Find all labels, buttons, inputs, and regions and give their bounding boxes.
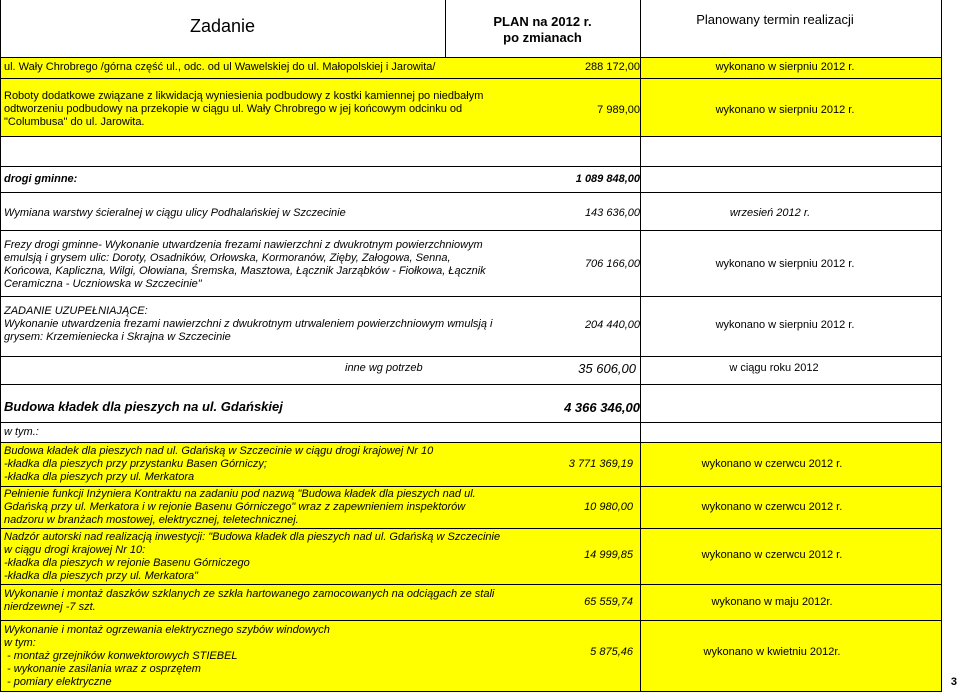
row-desc: Wymiana warstwy ścieralnej w ciągu ulicy Podhalańskiej w Szczecinie: [4, 207, 346, 219]
row-status: wykonano w czerwcu 2012 r.: [701, 501, 843, 513]
row-desc-line: Pełnienie funkcji Inżyniera Kontraktu na zadaniu pod nazwą "Budowa kładek dla pieszych nad ul.: [4, 488, 476, 500]
row-desc-line: Wykonanie i montaż daszków szklanych ze szkła hartowanego zamocowanych na odciągach ze stali: [4, 588, 495, 600]
row-desc-line: - montaż grzejników konwektorowych STIEBEL: [4, 650, 238, 662]
row-desc-line: -kładka dla pieszych przy ul. Merkatora": [4, 570, 199, 582]
table-row: [0, 296, 942, 356]
row-desc: [4, 488, 476, 527]
row-desc-line: Nadzór autorski nad realizacją inwestycji: "Budowa kładek dla pieszych nad ul. Gdańską w Szczecinie: [4, 531, 501, 543]
row-amount: 4 366 346,00: [564, 400, 640, 415]
row-desc-line: "Columbusa" do ul. Jarowita.: [4, 116, 145, 128]
row-desc: Budowa kładek dla pieszych na ul. Gdańskiej: [4, 399, 283, 414]
row-desc-line: -kładka dla pieszych przy przystanku Basen Górniczy;: [4, 458, 267, 470]
row-amount: 288 172,00: [584, 61, 640, 73]
row-label: inne wg potrzeb: [345, 362, 423, 374]
row-desc-line: Roboty dodatkowe związane z likwidacją wyniesienia podbudowy z kostki kamiennej po niedbałym: [4, 90, 484, 102]
grid-line: [0, 486, 942, 487]
row-desc-line: -kładka dla pieszych w rejonie Basenu Górniczego: [4, 557, 250, 569]
row-desc-line: -kładka dla pieszych przy ul. Merkatora: [4, 471, 195, 483]
row-status: wykonano w sierpniu 2012 r.: [715, 61, 855, 73]
header-plan: [445, 14, 640, 46]
grid-line: [0, 136, 942, 137]
row-amount: 3 771 369,19: [568, 458, 633, 470]
row-desc-line: Ceramiczna - Uczniowska w Szczecinie": [4, 278, 202, 290]
row-desc-line: w tym:: [4, 637, 36, 649]
table-row: [0, 230, 942, 296]
row-desc: [4, 239, 486, 291]
row-status: wykonano w maju 2012r.: [711, 596, 833, 608]
grid-line: [0, 384, 942, 385]
row-desc-line: odtworzeniu podbudowy na przekopie w ciągu ul. Wały Chrobrego w jej końcowym odcinku od: [4, 103, 463, 115]
row-status: wrzesień 2012 r.: [729, 207, 811, 219]
table-row: [0, 620, 942, 692]
table-row: [0, 192, 942, 230]
row-desc-line: ZADANIE UZUPEŁNIAJĄCE:: [4, 305, 148, 317]
table-row: [0, 584, 942, 620]
grid-line: [0, 230, 942, 231]
table-row: [0, 442, 942, 486]
grid-line: [0, 620, 942, 621]
table-row: [0, 486, 942, 528]
row-desc-line: Frezy drogi gminne- Wykonanie utwardzenia frezami nawierzchni z dwukrotnym powierzchniowym: [4, 239, 483, 251]
row-desc-line: Wykonanie utwardzenia frezami nawierzchni z dwukrotnym utrwaleniem powierzchniowym wmulsją i: [4, 318, 493, 330]
grid-line: [0, 356, 942, 357]
row-desc: w tym.:: [4, 426, 39, 438]
table-row: [0, 78, 942, 136]
header-task: Zadanie: [189, 16, 256, 36]
row-amount: 65 559,74: [584, 596, 633, 608]
grid-line: [640, 0, 641, 57]
row-desc: [4, 624, 330, 689]
row-status: wykonano w sierpniu 2012 r.: [715, 104, 855, 116]
grid-line: [0, 584, 942, 585]
row-desc: [4, 531, 500, 583]
page-number: 3: [950, 676, 957, 688]
header-plan-line2: po zmianach: [503, 30, 582, 45]
row-amount: 7 989,00: [597, 104, 640, 116]
row-amount: 14 999,85: [584, 549, 633, 561]
grid-line: [445, 0, 446, 57]
grid-line: [0, 57, 942, 58]
row-amount: 706 166,00: [584, 258, 640, 270]
row-desc-line: Wykonanie i montaż ogrzewania elektrycznego szybów windowych: [4, 624, 330, 636]
row-status: w ciągu roku 2012: [729, 362, 819, 374]
table-row: [0, 57, 942, 78]
spacer-row: [0, 136, 942, 166]
table-row: [0, 528, 942, 584]
row-amount: 143 636,00: [584, 207, 640, 219]
grid-line: [0, 192, 942, 193]
row-status: wykonano w sierpniu 2012 r.: [715, 258, 855, 270]
grid-line: [0, 166, 942, 167]
row-desc: ul. Wały Chrobrego /górna część ul., odc. od ul Wawelskiej do ul. Małopolskiej i Jarowita/: [4, 61, 436, 73]
row-status: wykonano w kwietniu 2012r.: [703, 646, 841, 658]
row-status: wykonano w czerwcu 2012 r.: [701, 458, 843, 470]
row-desc: drogi gminne:: [4, 173, 78, 185]
grid-line: [0, 0, 1, 692]
row-desc: [4, 90, 483, 129]
grid-line: [0, 422, 942, 423]
table-row: [0, 166, 942, 192]
row-desc-line: Końcowa, Kapliczna, Wilgi, Ołowiana, Śremska, Masztowa, Łącznik Jarząbków - Fiołkowa, Łącznik: [4, 265, 486, 277]
row-desc-line: - wykonanie zasilania wraz z osprzętem: [4, 663, 201, 675]
row-amount: 1 089 848,00: [575, 173, 640, 185]
grid-line: [0, 442, 942, 443]
grid-line: [640, 57, 641, 692]
row-desc-line: Gdańską przy ul. Merkatora i w rejonie Basenu Górniczego" wraz z zapewnieniem inspektorów: [4, 501, 466, 513]
table-row: [0, 422, 942, 442]
table-row: [0, 384, 942, 422]
row-desc-line: nadzoru w branżach mostowej, elektrycznej, teletechnicznej.: [4, 514, 299, 526]
row-amount: 204 440,00: [584, 319, 640, 331]
row-status: wykonano w sierpniu 2012 r.: [715, 319, 855, 331]
row-desc-line: grysem: Krzemieniecka i Skrajna w Szczecinie: [4, 331, 231, 343]
row-amount: 10 980,00: [584, 501, 633, 513]
row-desc: [4, 588, 494, 614]
row-desc: [4, 305, 492, 344]
row-desc-line: - pomiary elektryczne: [4, 676, 112, 688]
row-amount: 35 606,00: [578, 361, 636, 376]
row-desc-line: nierdzewnej -7 szt.: [4, 601, 96, 613]
grid-line: [0, 296, 942, 297]
table-header: [0, 0, 942, 57]
grid-line: [0, 528, 942, 529]
row-status: wykonano w czerwcu 2012 r.: [701, 549, 843, 561]
header-plan-line1: PLAN na 2012 r.: [493, 14, 592, 29]
row-desc-line: w ciągu drogi krajowej Nr 10:: [4, 544, 146, 556]
table-row: [0, 356, 942, 384]
grid-line: [0, 78, 942, 79]
row-amount: 5 875,46: [590, 646, 633, 658]
grid-line: [941, 0, 942, 692]
row-desc-line: Budowa kładek dla pieszych nad ul. Gdańską w Szczecinie w ciągu drogi krajowej Nr 10: [4, 445, 434, 457]
row-desc-line: emulsją i grysem ulic: Doroty, Osadników, Orłowska, Kormoranów, Zięby, Załogowa, Senna,: [4, 252, 451, 264]
header-deadline: Planowany termin realizacji: [696, 12, 854, 27]
row-desc: [4, 445, 433, 484]
